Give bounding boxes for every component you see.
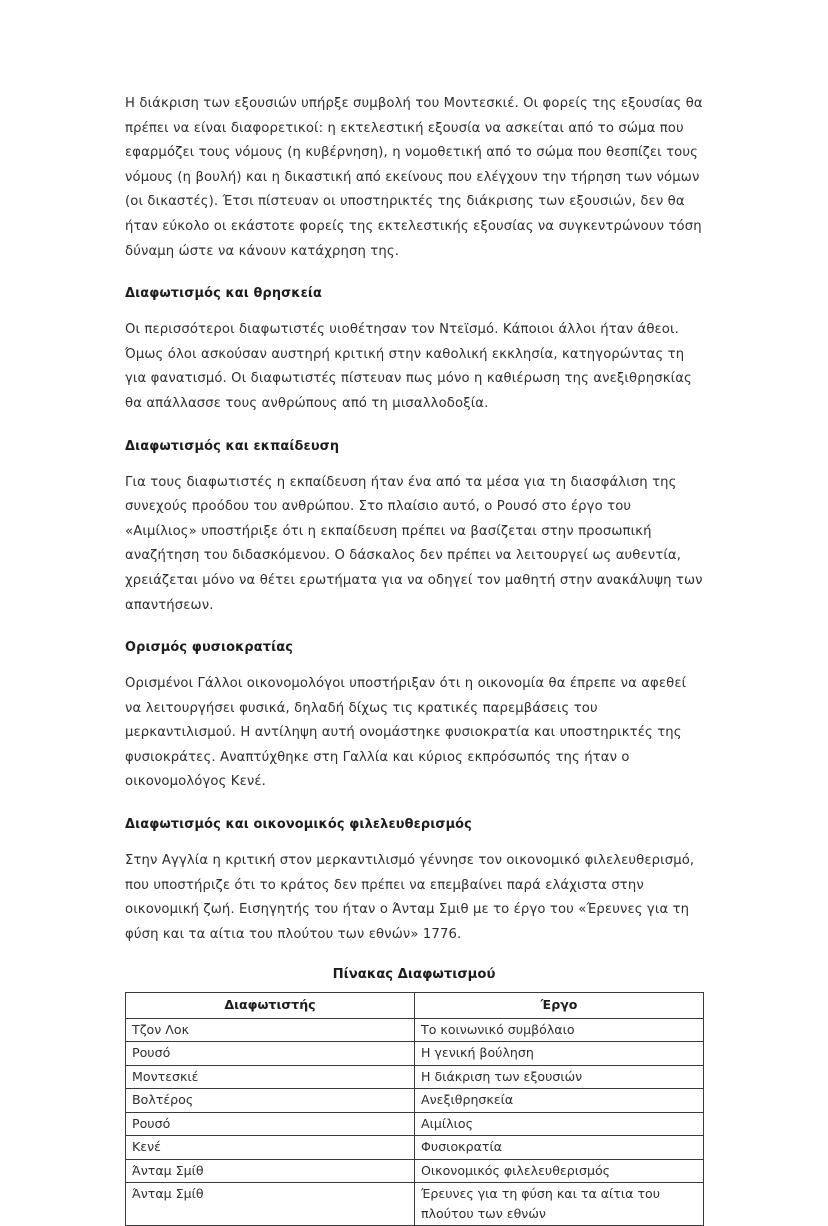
column-header-thinker: Διαφωτιστής	[126, 993, 415, 1019]
table-row	[126, 1112, 704, 1136]
cell-work: Η διάκριση των εξουσιών	[415, 1065, 704, 1089]
heading-enlightenment-and-economic-liberalism: Διαφωτισμός και οικονομικός φιλελευθερισμός	[125, 817, 472, 833]
table-row	[126, 1065, 704, 1089]
table-row	[126, 1159, 704, 1183]
table-row	[126, 1183, 704, 1226]
paragraph-enlightenment-and-economic-liberalism: Στην Αγγλία η κριτική στον μερκαντιλισμό γέννησε τον οικονομικό φιλελευθερισμό, που υποστήριζε ότι το κράτος δεν πρέπει να επεμβαίνει παρά ελάχιστα στην οικονομική ζωή. Εισηγητής του ήταν ο Άνταμ Σμιθ με το έργο του «Έρευνες για τη φύση και τα αίτια του πλούτου των εθνών» 1776.	[125, 853, 695, 942]
cell-work: Φυσιοκρατία	[415, 1136, 704, 1160]
cell-thinker: Ρουσό	[126, 1042, 415, 1066]
cell-work: Αιμίλιος	[415, 1112, 704, 1136]
table-header	[126, 993, 704, 1019]
cell-thinker: Άνταμ Σμίθ	[126, 1159, 415, 1183]
table-header-row	[126, 993, 704, 1019]
enlightenment-table	[125, 992, 704, 1226]
cell-thinker: Κενέ	[126, 1136, 415, 1160]
cell-thinker: Τζον Λοκ	[126, 1018, 415, 1042]
cell-thinker: Βολτέρος	[126, 1089, 415, 1113]
cell-thinker: Ρουσό	[126, 1112, 415, 1136]
paragraph-separation-of-powers: Η διάκριση των εξουσιών υπήρξε συμβολή του Μοντεσκιέ. Οι φορείς της εξουσίας θα πρέπει να είναι διαφορετικοί: η εκτελεστική εξουσία να ασκείται από το σώμα που εφαρμόζει τους νόμους (η κυβέρνηση), η νομοθετική από το σώμα που θεσπίζει τους νόμους (η βουλή) και η δικαστική από εκείνους που ελέγχουν την τήρηση των νόμων (οι δικαστές). Έτσι πίστευαν οι υποστηρικτές της διάκρισης των εξουσιών, δεν θα ήταν εύκολο οι εκάστοτε φορείς της εκτελεστικής εξουσίας να συγκεντρώνουν τόση δύναμη ώστε να κάνουν κατάχρηση της.	[125, 96, 703, 259]
cell-work: Οικονομικός φιλελευθερισμός	[415, 1159, 704, 1183]
table-caption: Πίνακας Διαφωτισμού	[332, 967, 496, 983]
heading-enlightenment-and-education: Διαφωτισμός και εκπαίδευση	[125, 438, 340, 454]
paragraph-enlightenment-and-education: Για τους διαφωτιστές η εκπαίδευση ήταν ένα από τα μέσα για τη διασφάλιση της συνεχούς προόδου του ανθρώπου. Στο πλαίσιο αυτό, ο Ρουσό στο έργο του «Αιμίλιος» υποστήριξε ότι η εκπαίδευση πρέπει να βασίζεται στην προσωπική αναζήτηση του διδασκόμενου. Ο δάσκαλος δεν πρέπει να λειτουργεί ως αυθεντία, χρειάζεται μόνο να θέτει ερωτήματα για να οδηγεί τον μαθητή στην ανακάλυψη των απαντήσεων.	[125, 474, 703, 613]
cell-thinker: Μοντεσκιέ	[126, 1065, 415, 1089]
cell-work: Ανεξιθρησκεία	[415, 1089, 704, 1113]
heading-definition-of-physiocracy: Ορισμός φυσιοκρατίας	[125, 640, 293, 656]
cell-work: Το κοινωνικό συμβόλαιο	[415, 1018, 704, 1042]
cell-thinker: Άνταμ Σμίθ	[126, 1183, 415, 1226]
table-row	[126, 1089, 704, 1113]
table-row	[126, 1042, 704, 1066]
cell-work: Έρευνες για τη φύση και τα αίτια του πλούτου των εθνών	[415, 1183, 704, 1226]
table-row	[126, 1018, 704, 1042]
column-header-work: Έργο	[415, 993, 704, 1019]
document-content	[125, 92, 703, 1226]
table-row	[126, 1136, 704, 1160]
heading-enlightenment-and-religion: Διαφωτισμός και θρησκεία	[125, 286, 323, 302]
paragraph-definition-of-physiocracy: Ορισμένοι Γάλλοι οικονομολόγοι υποστήριξαν ότι η οικονομία θα έπρεπε να αφεθεί να λειτουργήσει φυσικά, δηλαδή δίχως τις κρατικές παρεμβάσεις του μερκαντιλισμού. Η αντίληψη αυτή ονομάστηκε φυσιοκρατία και υποστηρικτές της φυσιοκράτες. Αναπτύχθηκε στη Γαλλία και κύριος εκπρόσωπός της ήταν ο οικονομολόγος Κενέ.	[125, 676, 687, 790]
cell-work: Η γενική βούληση	[415, 1042, 704, 1066]
table-body	[126, 1018, 704, 1226]
paragraph-enlightenment-and-religion: Οι περισσότεροι διαφωτιστές υιοθέτησαν τον Ντεϊσμό. Κάποιοι άλλοι ήταν άθεοι. Όμως όλοι ασκούσαν αυστηρή κριτική στην καθολική εκκλησία, κατηγορώντας τη για φανατισμό. Οι διαφωτιστές πίστευαν πως μόνο η καθιέρωση της ανεξιθρησκίας θα απάλλασσε τους ανθρώπους από τη μισαλλοδοξία.	[125, 322, 692, 411]
